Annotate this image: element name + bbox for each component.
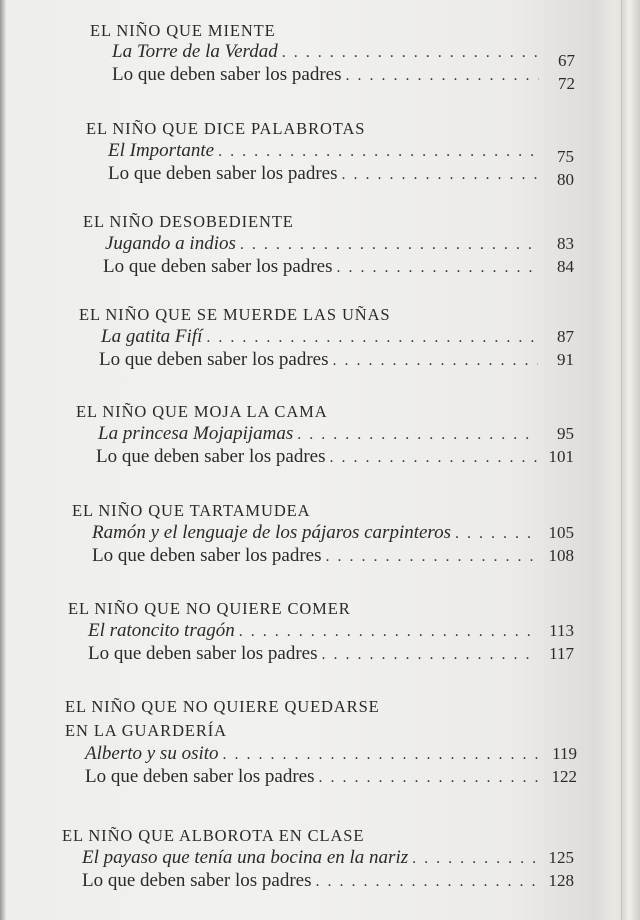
toc-section	[76, 401, 574, 469]
dot-leader	[455, 523, 538, 545]
story-title: La Torre de la Verdad	[112, 41, 278, 62]
toc-section	[86, 118, 574, 189]
toc-entry	[65, 766, 577, 789]
dot-leader	[412, 848, 538, 870]
parents-note-title: Lo que deben saber los padres	[99, 349, 329, 370]
section-heading: EL NIÑO QUE MOJA LA CAMA	[76, 402, 328, 421]
page-number: 101	[548, 447, 574, 466]
dot-leader	[282, 42, 539, 64]
parents-note-title: Lo que deben saber los padres	[112, 64, 342, 85]
page-number: 128	[548, 871, 574, 890]
section-heading: EL NIÑO QUE MIENTE	[90, 21, 276, 40]
section-heading: EL NIÑO QUE SE MUERDE LAS UÑAS	[79, 305, 391, 324]
toc-section	[72, 500, 574, 568]
story-title: El ratoncito tragón	[88, 620, 235, 641]
page-number: 75	[557, 147, 574, 166]
section-heading: EL NIÑO QUE TARTAMUDEA	[72, 501, 311, 520]
story-title: Ramón y el lenguaje de los pájaros carpinteros	[92, 522, 452, 543]
page-gutter-shadow	[0, 0, 6, 920]
parents-note-title: Lo que deben saber los padres	[96, 446, 326, 467]
parents-note-title: Lo que deben saber los padres	[85, 766, 315, 787]
section-heading: EL NIÑO QUE DICE PALABROTAS	[86, 119, 366, 138]
toc-entry	[79, 349, 574, 372]
page-number: 67	[558, 51, 575, 70]
toc-entry	[79, 326, 574, 349]
toc-entry	[76, 446, 574, 469]
page-number: 95	[557, 424, 574, 443]
section-heading: EL NIÑO QUE NO QUIERE QUEDARSE	[65, 697, 380, 716]
dot-leader	[346, 65, 539, 87]
page-number: 119	[552, 744, 577, 763]
story-title: Jugando a indios	[105, 233, 236, 254]
dot-leader	[297, 424, 538, 446]
toc-section	[90, 20, 575, 93]
toc-entry	[62, 870, 574, 893]
page-number: 83	[557, 234, 574, 253]
dot-leader	[333, 350, 538, 372]
story-title: Alberto y su osito	[85, 743, 219, 764]
toc-entry	[72, 545, 574, 568]
dot-leader	[330, 447, 538, 469]
story-title: La princesa Mojapijamas	[98, 423, 294, 444]
parents-note-title: Lo que deben saber los padres	[88, 643, 318, 664]
page-number: 125	[548, 848, 574, 867]
parents-note-title: Lo que deben saber los padres	[92, 545, 322, 566]
toc-section	[79, 304, 574, 372]
page-number: 91	[557, 350, 574, 369]
dot-leader	[337, 257, 538, 279]
toc-section	[62, 825, 574, 893]
section-heading: EL NIÑO QUE ALBOROTA EN CLASE	[62, 826, 365, 845]
dot-leader	[342, 164, 538, 186]
page-number: 72	[558, 74, 575, 93]
parents-note-title: Lo que deben saber los padres	[108, 163, 338, 184]
page-number: 113	[549, 621, 574, 640]
toc-entry	[83, 233, 574, 256]
toc-entry	[68, 643, 574, 666]
dot-leader	[326, 546, 538, 568]
page-number: 122	[551, 767, 577, 786]
page-number: 105	[548, 523, 574, 542]
toc-section	[68, 598, 574, 666]
toc-entry	[83, 256, 574, 279]
toc-entry	[86, 163, 574, 189]
page-number: 87	[557, 327, 574, 346]
dot-leader	[239, 621, 538, 643]
story-title: El payaso que tenía una bocina en la nariz	[82, 847, 409, 868]
toc-entry	[76, 423, 574, 446]
toc-entry	[86, 140, 574, 166]
page-number: 84	[557, 257, 574, 276]
dot-leader	[316, 871, 538, 893]
toc-entry	[65, 743, 577, 766]
dot-leader	[206, 327, 538, 349]
toc-section	[83, 211, 574, 279]
section-heading: EL NIÑO QUE NO QUIERE COMER	[68, 599, 351, 618]
parents-note-title: Lo que deben saber los padres	[82, 870, 312, 891]
toc-entry	[72, 522, 574, 545]
dot-leader	[319, 767, 541, 789]
page-edge	[621, 0, 640, 920]
parents-note-title: Lo que deben saber los padres	[103, 256, 333, 277]
page-number: 108	[548, 546, 574, 565]
page-number: 80	[557, 170, 574, 189]
story-title: La gatita Fifí	[101, 326, 203, 347]
toc-entry	[90, 41, 575, 70]
toc-section	[65, 695, 577, 789]
dot-leader	[240, 234, 538, 256]
page-number: 117	[549, 644, 574, 663]
dot-leader	[218, 141, 538, 163]
story-title: El Importante	[108, 140, 215, 161]
toc-entry	[90, 64, 575, 93]
dot-leader	[223, 744, 541, 766]
dot-leader	[322, 644, 538, 666]
section-heading: EL NIÑO DESOBEDIENTE	[83, 212, 294, 231]
toc-entry	[68, 620, 574, 643]
toc-entry	[62, 847, 574, 870]
section-heading-line2: EN LA GUARDERÍA	[65, 721, 227, 740]
